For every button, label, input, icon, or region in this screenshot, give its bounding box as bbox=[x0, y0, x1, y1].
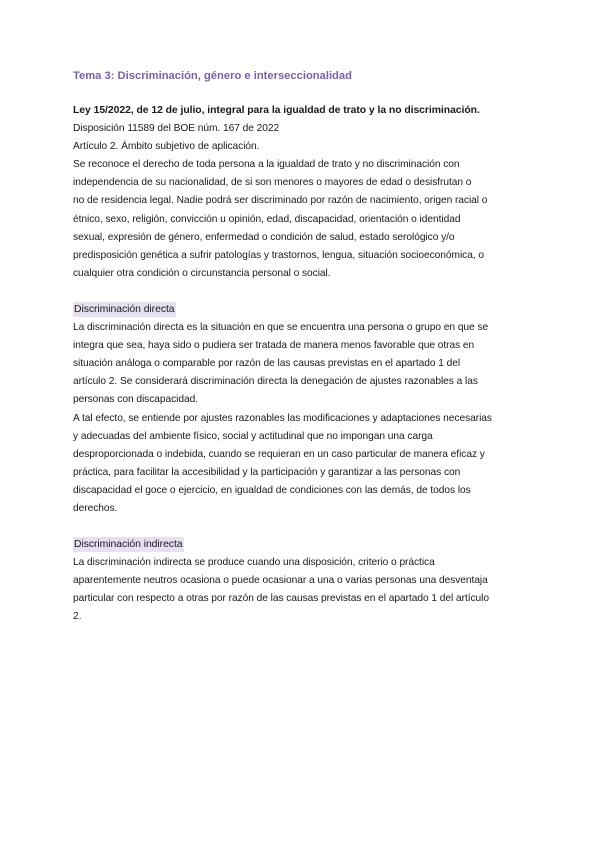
disposition-line: Disposición 11589 del BOE núm. 167 de 2022 bbox=[73, 123, 280, 135]
direct-heading: Discriminación directa bbox=[74, 303, 175, 315]
direct-text-line: situación análoga o comparable por razón de las causas previstas en el apartado 1 del bbox=[73, 358, 461, 370]
direct-text-line: discapacidad el goce o ejercicio, en igualdad de condiciones con las demás, de todos los bbox=[73, 484, 471, 496]
direct-text-line: artículo 2. Se considerará discriminación directa la denegación de ajustes razonables a las bbox=[73, 376, 478, 388]
direct-text-line: y adecuadas del ambiente físico, social y actitudinal que no impongan una carga bbox=[73, 430, 433, 442]
direct-text-line: práctica, para facilitar la accesibilidad y la participación y garantizar a las personas con bbox=[73, 466, 461, 478]
indirect-text-line: 2. bbox=[73, 611, 82, 623]
article-text-line: predisposición genética a sufrir patologías y trastornos, lengua, situación socioeconómica, o bbox=[73, 249, 485, 261]
direct-text-line: personas con discapacidad. bbox=[73, 394, 198, 406]
article-text-line: étnico, sexo, religión, convicción u opinión, edad, discapacidad, orientación o identidad bbox=[73, 213, 461, 225]
indirect-text-line: particular con respecto a otras por razón de las causas previstas en el apartado 1 del artículo bbox=[73, 593, 490, 605]
indirect-heading: Discriminación indirecta bbox=[74, 539, 183, 551]
article-text-line: Se reconoce el derecho de toda persona a la igualdad de trato y no discriminación con bbox=[73, 159, 460, 171]
direct-text-line: integra que sea, haya sido o pudiera ser tratada de manera menos favorable que otras en bbox=[73, 340, 475, 352]
direct-text-line: A tal efecto, se entiende por ajustes razonables las modificaciones y adaptaciones necesarias bbox=[73, 412, 492, 424]
article-line: Artículo 2. Ámbito subjetivo de aplicación. bbox=[73, 141, 260, 153]
article-text-line: cualquier otra condición o circunstancia personal o social. bbox=[73, 267, 331, 279]
article-paragraph bbox=[73, 156, 538, 283]
article-text-line: sexual, expresión de género, enfermedad o condición de salud, estado serológico y/o bbox=[73, 231, 455, 243]
direct-text-line: La discriminación directa es la situación en que se encuentra una persona o grupo en que se bbox=[73, 322, 489, 334]
article-text-line: no de residencia legal. Nadie podrá ser discriminado por razón de nacimiento, origen racial o bbox=[73, 195, 488, 207]
indirect-section bbox=[73, 536, 538, 626]
page-title: Tema 3: Discriminación, género e interseccionalidad bbox=[73, 70, 352, 82]
direct-text-line: desproporcionada o indebida, cuando se requieran en un caso particular de manera eficaz y bbox=[73, 448, 485, 460]
law-header: Ley 15/2022, de 12 de julio, integral para la igualdad de trato y la no discriminación. bbox=[73, 105, 480, 116]
direct-section bbox=[73, 301, 538, 518]
article-text-line: independencia de su nacionalidad, de si son menores o mayores de edad o desisfrutan o bbox=[73, 177, 472, 189]
direct-text-line: derechos. bbox=[73, 502, 118, 514]
section-spacer bbox=[73, 283, 538, 301]
document-content bbox=[73, 70, 538, 627]
indirect-text-line: La discriminación indirecta se produce cuando una disposición, criterio o práctica bbox=[73, 557, 435, 569]
section-spacer bbox=[73, 518, 538, 536]
indirect-text-line: aparentemente neutros ocasiona o puede ocasionar a una o varias personas una desventaja bbox=[73, 575, 488, 587]
